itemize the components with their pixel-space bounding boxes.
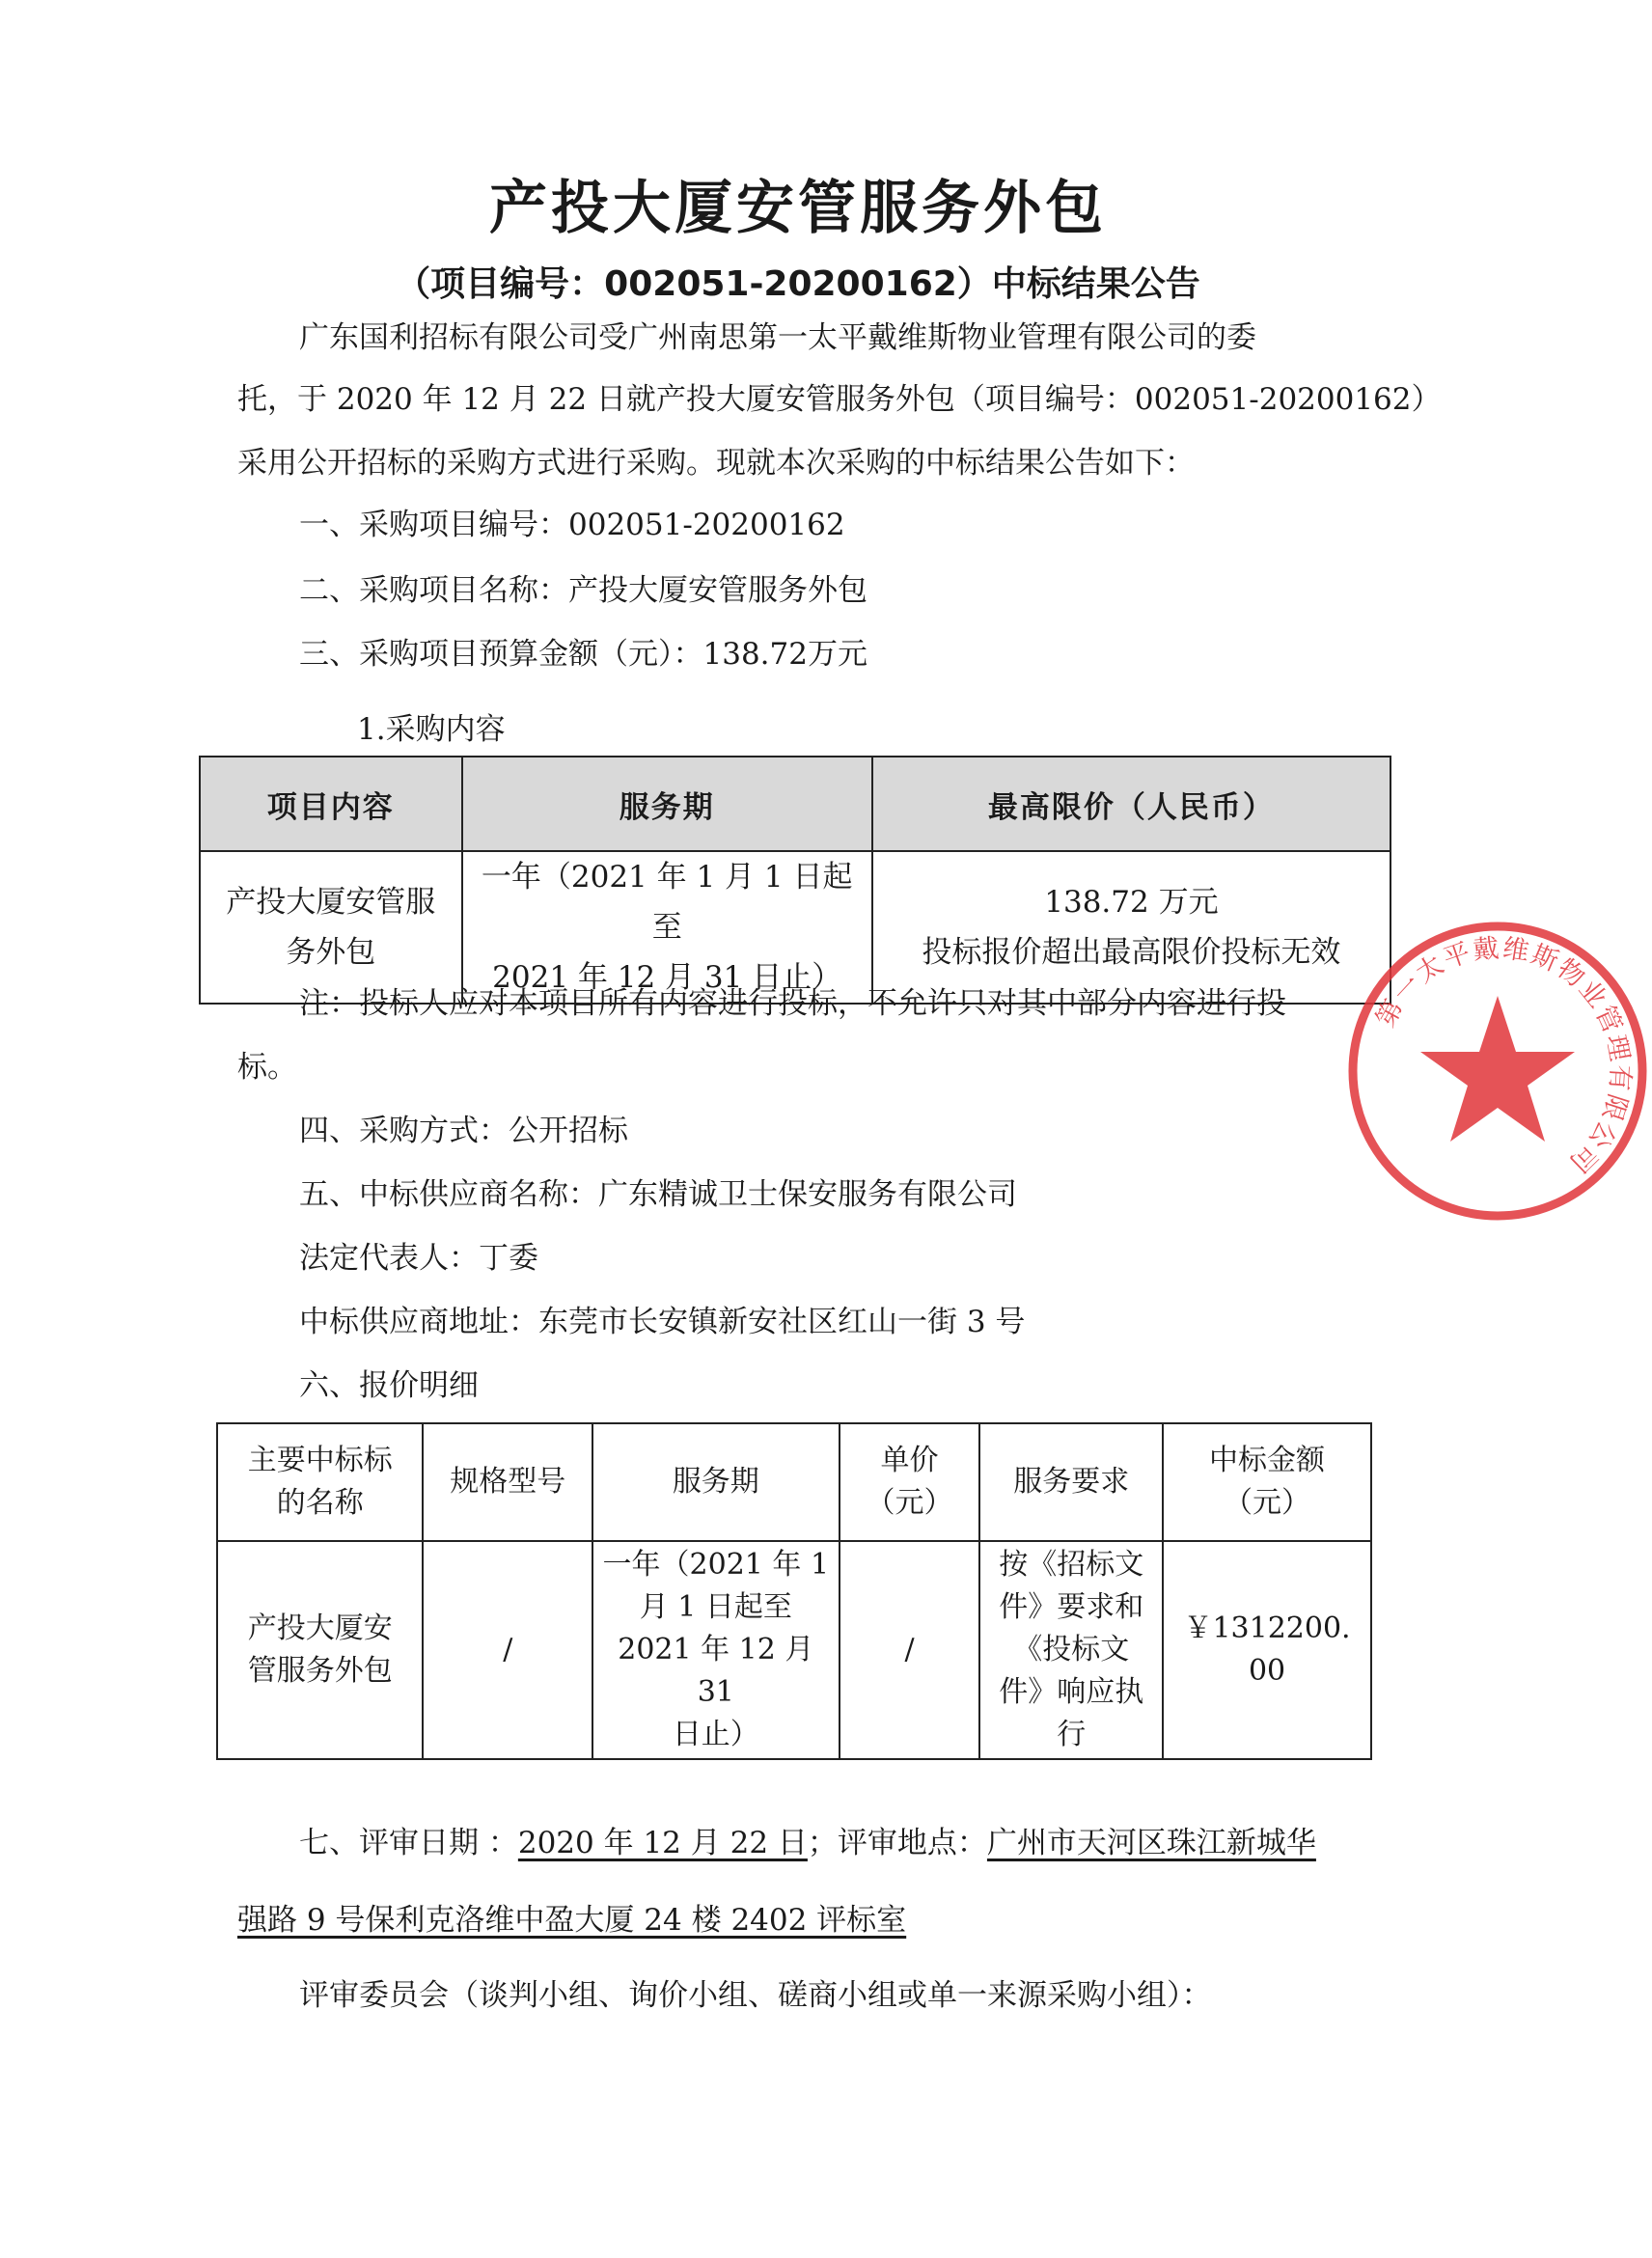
review-committee: 评审委员会（谈判小组、询价小组、磋商小组或单一来源采购小组）：	[299, 1978, 1212, 2013]
item-procurement-content: 1.采购内容	[357, 712, 506, 747]
header-content: 项目内容	[200, 757, 462, 851]
header-amount: 中标金额 （元）	[1163, 1423, 1371, 1541]
cell-period: 一年（2021 年 1 月 1 日起至 2021 年 12 月 31 日止）	[592, 1541, 840, 1759]
review-place-part-2: 强路 9 号保利克洛维中盈大厦 24 楼 2402 评标室	[237, 1903, 907, 1938]
header-max-price: 最高限价（人民币）	[872, 757, 1390, 851]
header-item-name: 主要中标标 的名称	[217, 1423, 423, 1541]
document-subtitle: （项目编号：002051-20200162）中标结果公告	[396, 264, 1200, 304]
cell-requirements: 按《招标文 件》要求和 《投标文 件》响应执 行	[979, 1541, 1163, 1759]
review-date: 2020 年 12 月 22 日	[517, 1826, 808, 1860]
review-place-line-2	[237, 1901, 906, 1940]
supplier-address: 中标供应商地址：东莞市长安镇新安社区红山一街 3 号	[299, 1305, 1026, 1339]
intro-line-1: 广东国利招标有限公司受广州南思第一太平戴维斯物业管理有限公司的委	[299, 320, 1256, 355]
review-date-line	[299, 1824, 1316, 1862]
cell-item-name: 产投大厦安 管服务外包	[217, 1541, 423, 1759]
item-winning-supplier: 五、中标供应商名称：广东精诚卫士保安服务有限公司	[299, 1177, 1017, 1212]
cell-content: 产投大厦安管服 务外包	[200, 851, 462, 1004]
header-spec: 规格型号	[423, 1423, 592, 1541]
table-row	[200, 851, 1390, 1004]
star-icon	[1420, 996, 1575, 1142]
table-header-row	[200, 757, 1390, 851]
review-date-label: 七、评审日期 ：	[299, 1826, 518, 1860]
cell-period: 一年（2021 年 1 月 1 日起至 2021 年 12 月 31 日止）	[462, 851, 872, 1004]
item-budget: 三、采购项目预算金额（元）：138.72万元	[299, 637, 867, 672]
item-procurement-method: 四、采购方式：公开招标	[299, 1114, 628, 1148]
review-place-label: ；评审地点：	[807, 1826, 987, 1860]
header-unit-price: 单价 （元）	[840, 1423, 980, 1541]
quote-details-table	[216, 1422, 1372, 1760]
note-line-1: 注：投标人应对本项目所有内容进行投标，不允许只对其中部分内容进行投	[299, 986, 1286, 1021]
cell-unit-price: /	[840, 1541, 980, 1759]
intro-line-3: 采用公开招标的采购方式进行采购。现就本次采购的中标结果公告如下：	[237, 446, 1195, 481]
header-requirements: 服务要求	[979, 1423, 1163, 1541]
cell-spec: /	[423, 1541, 592, 1759]
document-title: 产投大厦安管服务外包	[489, 175, 1107, 242]
cell-amount: ￥1312200. 00	[1163, 1541, 1371, 1759]
header-period: 服务期	[462, 757, 872, 851]
item-project-name: 二、采购项目名称：产投大厦安管服务外包	[299, 573, 867, 608]
procurement-content-table	[199, 756, 1391, 1005]
table-row	[217, 1541, 1371, 1759]
cell-max-price: 138.72 万元 投标报价超出最高限价投标无效	[872, 851, 1390, 1004]
item-quote-details: 六、报价明细	[299, 1368, 479, 1403]
intro-line-2: 托，于 2020 年 12 月 22 日就产投大厦安管服务外包（项目编号：002051-20200162）	[237, 382, 1442, 417]
legal-representative: 法定代表人：丁委	[299, 1241, 538, 1276]
header-period: 服务期	[592, 1423, 840, 1541]
table-header-row	[217, 1423, 1371, 1541]
note-line-2: 标。	[237, 1050, 297, 1085]
item-project-number: 一、采购项目编号：002051-20200162	[299, 508, 845, 542]
review-place-part-1: 广州市天河区珠江新城华	[986, 1826, 1316, 1860]
company-seal-stamp	[1343, 917, 1652, 1225]
seal-text: 第一太平戴维斯物业管理有限公司	[1370, 933, 1636, 1180]
